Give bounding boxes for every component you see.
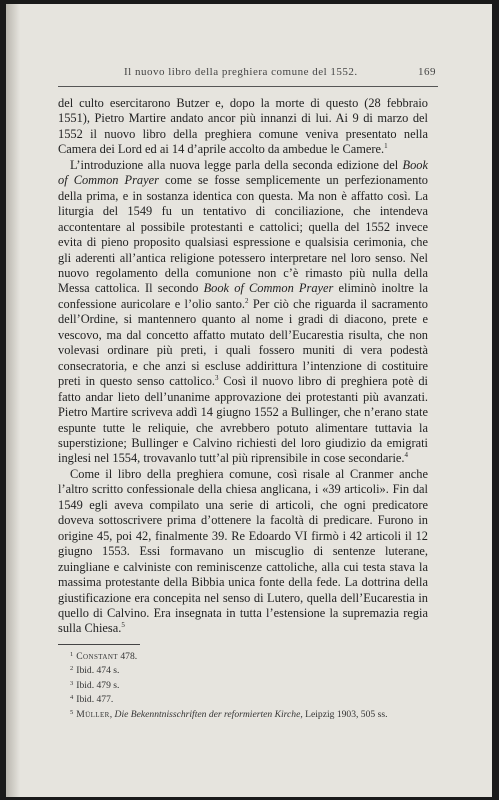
italic-title: Book of Common Prayer	[58, 157, 428, 188]
footnote-ref: 4	[404, 451, 409, 460]
header-rule	[58, 86, 438, 87]
text-run: , Leipzig 1903, 505 ss.	[300, 708, 388, 720]
body-text	[58, 96, 428, 637]
text-run: 478.	[117, 651, 138, 662]
author-name: Müller	[76, 708, 110, 720]
footnote-mark: 3	[70, 679, 74, 687]
footnote-ref: 2	[245, 296, 249, 305]
text-run: Come il libro della preghiera comune, così risale al Cranmer anche l’altro scritto confessionale della chiesa anglicana, i «39 articoli». Fin dal 1549 egli aveva compilato una serie di articoli, che ogni predicatore doveva sottoscrivere prima d’ottenere la facoltà di predicare. Furono in origine 45, poi 42, finalmente 39. Re Edoardo VI firmò i 42 articoli il 12 giugno 1553. Essi formavano un miscuglio di sentenze luterane, zuingliane e calviniste con reminiscenze cattoliche, alla cui testa stava la massima protestante della Bibbia unica fonte della fede. La dottrina della giustificazione era concepita nel senso di Lutero, quella dell’Eucarestia in quello di Calvino. Era insegnata in tutta l’estensione la supremazia regia sulla Chiesa.	[58, 466, 428, 636]
footnote-ref: 3	[215, 374, 219, 383]
text-run: Ibid. 477.	[76, 694, 114, 706]
running-title: Il nuovo libro della preghiera comune del 1552.	[124, 66, 358, 78]
text-run: come se fosse semplicemente un perfezionamento della prima, e in sostanza identica con questa. Ma non è affatto così. La liturgia del 1549 fu un tentativo di conciliazione, che intendeva accontentare al possibile protestanti e cattolici; quella del 1552 invece evita di pieno proposito qualsiasi espressione e qualsisia cerimonia, che gli aderenti all’antica religione potessero interpretare nel loro senso. Nel nuovo regolamento della comunione non c’è rimasto più nulla della Messa cattolica. Il secondo	[58, 173, 428, 296]
footnote-ref: 1	[384, 142, 388, 151]
footnote	[58, 692, 428, 706]
footnote-mark: 1	[70, 651, 74, 658]
paragraph	[58, 467, 428, 637]
footnote	[58, 649, 428, 663]
author-name: Constant	[76, 651, 118, 662]
italic-title: Die Bekenntnisschriften der reformierten Kirche	[114, 708, 301, 720]
footnote-mark: 5	[70, 708, 74, 716]
text-run: Ibid. 474 s.	[76, 665, 120, 677]
footnote-mark: 2	[70, 665, 74, 673]
page-number: 169	[418, 66, 436, 78]
text-run: Per ciò che riguarda il sacramento dell’Ordine, si mantennero quanto al nome i gradi di diacono, prete e vescovo, ma dal concetto affatto mutato dell’Eucarestia risulta, che non volevasi ordinare più preti, i quali fossero muniti di vera podestà consecratoria, e che anzi si escluse addirittura l’intenzione di costituire preti in questo senso cattolico.	[58, 296, 428, 389]
text-run: L’introduzione alla nuova legge parla della seconda edizione del	[70, 157, 403, 172]
footnote-mark: 4	[70, 694, 74, 702]
footnote	[58, 707, 428, 721]
text-run: Così il nuovo libro di preghiera potè di fatto andar lieto dell’unanime approvazione dei protestanti più avanzati. Pietro Martire scriveva addì 14 giugno 1552 a Bullinger, che n’erano state espunte tutte le reliquie, che avrebbero potuto alimentare tuttavia la superstizione; Bullinger e Calvino richiesti del loro giudizio da emigrati inglesi nel 1554, trovavanlo tutt’al più riprensibile in cose secondarie.	[58, 374, 428, 466]
running-header	[124, 66, 436, 78]
page-spine-shadow	[6, 4, 20, 797]
paragraph	[58, 96, 428, 158]
text-run: del culto esercitarono Butzer e, dopo la morte di questo (28 febbraio 1551), Pietro Martire andato ancor più innanzi di lui. Ai 9 di marzo del 1552 il nuovo libro della preghiera comune veniva presentato nella Camera dei Lord ed ai 14 d’aprile accolto da ambedue le Camere.	[58, 96, 428, 157]
footnote	[58, 678, 428, 692]
text-run: eliminò inoltre la confessione auricolare e l’olio santo.	[58, 281, 428, 311]
footnote	[58, 663, 428, 677]
italic-title: Book of Common Prayer	[203, 281, 334, 296]
paragraph	[58, 158, 428, 467]
book-page	[6, 4, 492, 797]
footnotes	[58, 649, 428, 721]
footnote-rule	[58, 644, 140, 645]
footnote-ref: 5	[121, 621, 125, 630]
text-run: ,	[109, 708, 115, 720]
text-run: Ibid. 479 s.	[76, 679, 120, 691]
